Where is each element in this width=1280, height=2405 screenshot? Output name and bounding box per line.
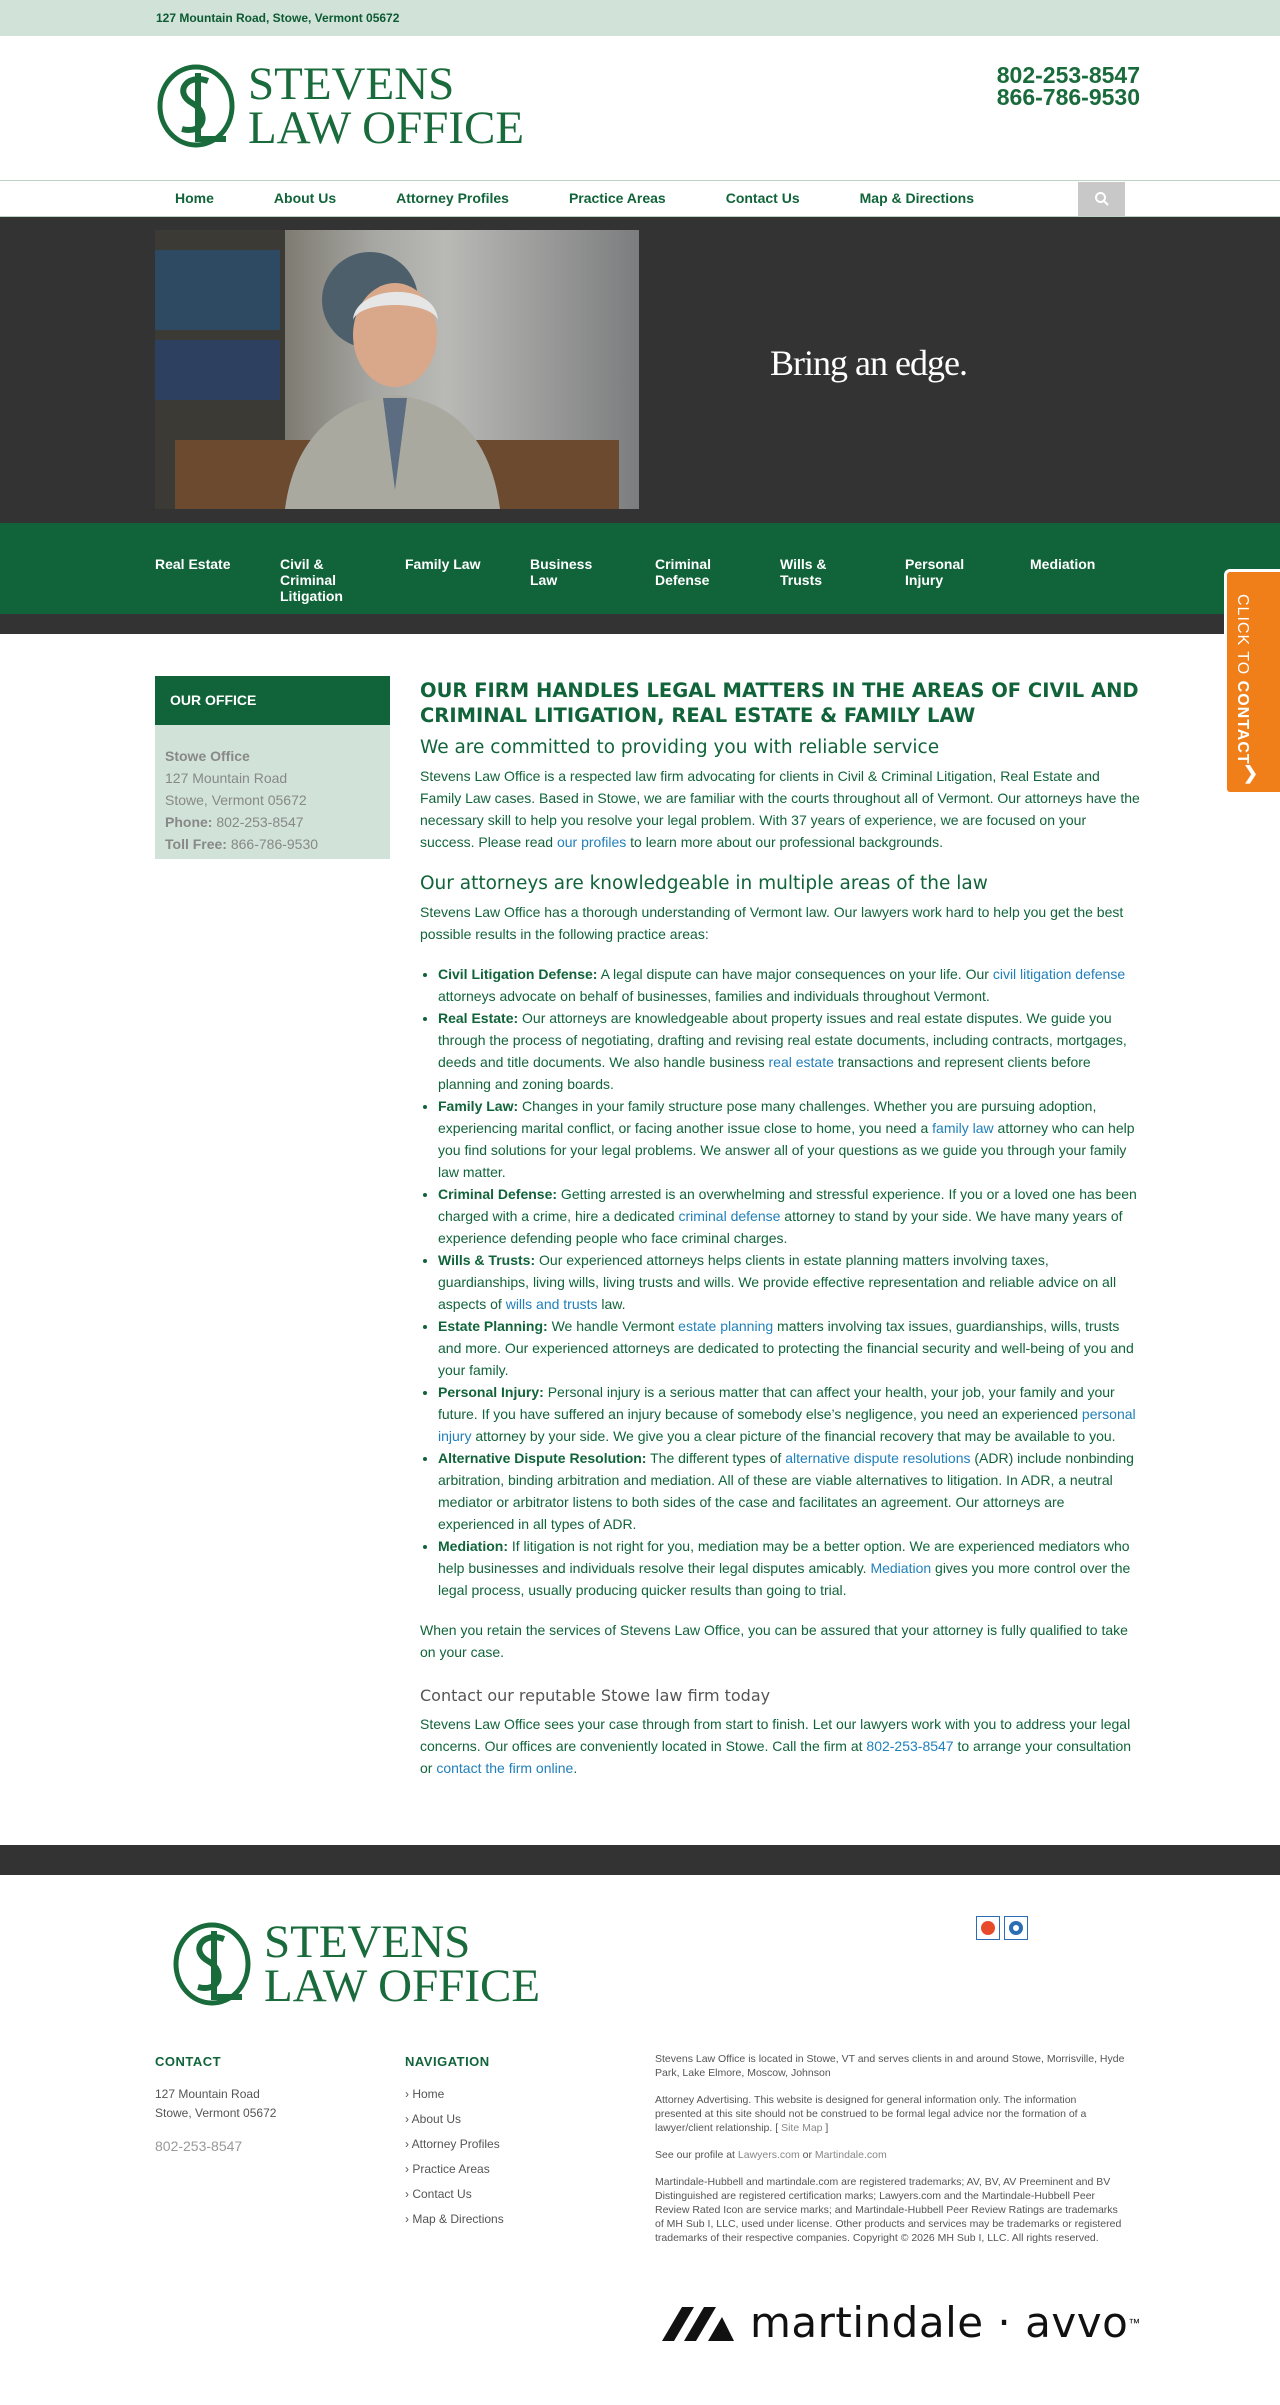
footer-logo-monogram-icon [172,1921,252,2007]
main-content [420,678,1140,1779]
wills-trusts-link[interactable]: wills and trusts [505,1296,598,1312]
chevron-right-icon: ❯ [1243,763,1259,783]
martindale-avvo-logo[interactable] [660,2298,1140,2347]
header-phones [997,64,1140,108]
personal-injury-link[interactable]: personal injury [438,1406,1136,1444]
footer-nav-contact[interactable]: › Contact Us [405,2187,472,2201]
click-to-contact-tab[interactable] [1224,569,1280,795]
assurance-paragraph: When you retain the services of Stevens Law Office, you can be assured that your attorney is fully qualified to take on your case. [420,1622,1128,1660]
office-tollfree-label: Toll Free: [165,836,227,852]
contact-online-link[interactable]: contact the firm online [436,1760,574,1776]
rating-badges [976,1916,1028,1940]
main-nav [0,180,1280,217]
family-law-link[interactable]: family law [932,1120,994,1136]
sidebar-body [155,725,390,859]
logo-line1: STEVENS [248,58,455,110]
header-phone-1[interactable]: 802-253-8547 [996,62,1140,88]
list-item: • Mediation: If litigation is not right for you, mediation may be a better option. We are experienced mediators who help businesses and individuals resolve their legal disputes amicably. Mediation gives you more control over the legal process, usually producing quicker results than going to trial. [438,1535,1140,1601]
practice-real-estate[interactable]: Real Estate [155,556,231,572]
site-header [0,36,1280,180]
practice-areas-bar [0,523,1280,634]
footer-logo-line1: STEVENS [264,1916,471,1968]
office-phone-label: Phone: [165,814,213,830]
profiles-link[interactable]: our profiles [556,834,627,850]
list-item: • Wills & Trusts: Our experienced attorneys helps clients in estate planning matters involving taxes, guardianships, living wills, living trusts and wills. We provide effective representation and reliable advice on all aspects of wills and trusts law. [438,1249,1140,1315]
office-tollfree[interactable]: 866-786-9530 [230,836,319,852]
legal-profile-links: See our profile at Lawyers.com or Martindale.com [655,2149,887,2161]
footer-logo-line2: LAW OFFICE [264,1960,541,2012]
footer-navigation [405,2052,504,2235]
logo-line2: LAW OFFICE [248,102,525,154]
logo-monogram-icon [156,63,236,149]
list-item: • Civil Litigation Defense: A legal dispute can have major consequences on your life. Our civil litigation defense attorneys advocate on behalf of businesses, families and individuals throughout Vermont. [438,963,1140,1007]
sidebar-title: OUR OFFICE [155,676,390,725]
practice-civil-criminal[interactable]: Civil & Criminal Litigation [280,556,343,604]
top-address: 127 Mountain Road, Stowe, Vermont 05672 [156,11,400,25]
hero-tagline: Bring an edge. [770,343,967,383]
list-item: • Estate Planning: We handle Vermont estate planning matters involving tax issues, guardianships, wills, trusts and more. Our experienced attorneys are dedicated to protecting the financial security and well-being of you and your family. [438,1315,1140,1381]
footer-legal [655,2052,1125,2258]
office-street: 127 Mountain Road [165,770,288,786]
legal-trademarks: Martindale-Hubbell and martindale.com are registered trademarks; AV, BV, AV Preeminent and BV Distinguished are registered certification marks; Lawyers.com and the Martindale-Hubbell Peer Review Rated Icon are service marks; and Martindale-Hubbell Peer Review Ratings are trademarks of MH Sub I, LLC, used under license. Other products and services may be trademarks or registered trademarks of their respective companies. Copyright © 2026 MH Sub I, LLC. All rights reserved. [655,2176,1122,2244]
legal-service-area: Stevens Law Office is located in Stowe, VT and serves clients in and around Stowe, Morrisville, Hyde Park, Lake Elmore, Moscow, Johnson [655,2053,1125,2079]
footer-nav-attorneys[interactable]: › Attorney Profiles [405,2137,500,2151]
practice-wills-trusts[interactable]: Wills & Trusts [780,556,827,588]
practice-intro: Stevens Law Office has a thorough understanding of Vermont law. Our lawyers work hard to help you get the best possible results in the following practice areas: [420,904,1124,942]
practice-family-law[interactable]: Family Law [405,556,481,572]
footer-nav-title: NAVIGATION [405,2054,490,2069]
attorney-photo [155,230,639,509]
lawyers-com-link[interactable]: Lawyers.com [737,2149,800,2161]
footer-nav-map[interactable]: › Map & Directions [405,2212,504,2226]
footer-contact-title: CONTACT [155,2054,222,2069]
estate-planning-link[interactable]: estate planning [678,1318,774,1334]
av-rating-badge-icon[interactable] [976,1916,1000,1940]
footer-nav-home[interactable]: › Home [405,2087,445,2101]
martindale-com-link[interactable]: Martindale.com [814,2149,887,2161]
footer-nav-about[interactable]: › About Us [405,2112,462,2126]
page-title: OUR FIRM HANDLES LEGAL MATTERS IN THE AREAS OF CIVIL AND CRIMINAL LITIGATION, REAL ESTATE & FAMILY LAW [420,679,1139,727]
section-heading-service: We are committed to providing you with reliable service [420,737,940,758]
contact-paragraph: Stevens Law Office sees your case through from start to finish. Let our lawyers work with you to address your legal concerns. Our offices are conveniently located in Stowe. Call the firm at 802-253-8547 to arrange your consultation or contact the firm online. [420,1716,1132,1776]
list-item: • Family Law: Changes in your family structure pose many challenges. Whether you are pursuing adoption, experiencing marital conflict, or facing another issue close to home, you need a family law attorney who can help you find solutions for your legal problems. We answer all of your questions as we guide you through your family law matter. [438,1095,1140,1183]
adr-link[interactable]: alternative dispute resolutions [785,1450,971,1466]
footer-street: 127 Mountain Road [155,2087,260,2101]
mediation-link[interactable]: Mediation [870,1560,932,1576]
footer-phone[interactable]: 802-253-8547 [155,2138,243,2154]
real-estate-link[interactable]: real estate [768,1054,834,1070]
footer-divider [0,1845,1280,1875]
office-name: Stowe Office [165,748,250,764]
footer-contact [155,2052,276,2156]
site-map-link[interactable]: Site Map [781,2122,823,2134]
criminal-defense-link[interactable]: criminal defense [678,1208,781,1224]
civil-litigation-link[interactable]: civil litigation defense [992,966,1126,982]
nav-item-about[interactable]: About Us [273,190,337,206]
footer-nav-practice[interactable]: › Practice Areas [405,2162,490,2176]
nav-item-home[interactable]: Home [175,190,214,206]
logo[interactable] [156,58,525,154]
martindale-avvo-mark-icon [660,2303,736,2343]
legal-disclaimer: Attorney Advertising. This website is designed for general information only. The information presented at this site should not be construed to be formal legal advice nor the formation of a lawyer/client relationship. [ Site Map ] [655,2094,1087,2134]
list-item: • Real Estate: Our attorneys are knowledgeable about property issues and real estate disputes. We guide you through the process of negotiating, drafting and revising real estate documents, including contracts, mortgages, deeds and title documents. We also handle business real estate transactions and represent clients before planning and zoning boards. [438,1007,1140,1095]
top-address-bar [0,0,1280,36]
practice-business-law[interactable]: Business Law [530,556,593,588]
nav-item-contact[interactable]: Contact Us [725,190,800,206]
office-sidebar [155,676,390,859]
list-item: • Criminal Defense: Getting arrested is an overwhelming and stressful experience. If you or a loved one has been charged with a crime, hire a dedicated criminal defense attorney to stand by your side. We have many years of experience defending people who face criminal charges. [438,1183,1140,1249]
header-phone-2[interactable]: 866-786-9530 [996,84,1140,110]
intro-paragraph: Stevens Law Office is a respected law firm advocating for clients in Civil & Criminal Litigation, Real Estate and Family Law cases. Based in Stowe, we are familiar with the courts throughout all of Vermont. Our attorneys have the necessary skill to help you resolve your legal problem. With 37 years of experience, we are focused on your success. Please read our profiles to learn more about our professional backgrounds. [420,768,1140,850]
office-phone[interactable]: 802-253-8547 [216,814,304,830]
search-button[interactable] [1078,182,1125,216]
practice-criminal-defense[interactable]: Criminal Defense [655,556,712,588]
section-heading-contact: Contact our reputable Stowe law firm today [420,1686,771,1705]
section-heading-knowledge: Our attorneys are knowledgeable in multiple areas of the law [420,873,988,894]
list-item: • Alternative Dispute Resolution: The different types of alternative dispute resolutions (ADR) include nonbinding arbitration, binding arbitration and mediation. All of these are viable alternatives to litigation. In ADR, a neutral mediator or arbitrator listens to both sides of the case and facilitates an agreement. Our attorneys are experienced in all types of ADR. [438,1447,1140,1535]
hero-banner [0,217,1280,523]
contact-phone-link[interactable]: 802-253-8547 [866,1738,954,1754]
practice-mediation[interactable]: Mediation [1030,556,1096,572]
search-icon [1094,191,1110,207]
peer-review-badge-icon[interactable] [1004,1916,1028,1940]
office-city: Stowe, Vermont 05672 [165,792,307,808]
footer-city: Stowe, Vermont 05672 [155,2106,277,2120]
nav-item-attorney-profiles[interactable]: Attorney Profiles [396,190,509,206]
nav-item-map[interactable]: Map & Directions [859,190,974,206]
practice-list [438,963,1140,1601]
list-item: • Personal Injury: Personal injury is a serious matter that can affect your health, your job, your family and your future. If you have suffered an injury because of somebody else’s negligence, you need an experienced personal injury attorney by your side. We give you a clear picture of the financial recovery that may be available to you. [438,1381,1140,1447]
footer-logo[interactable] [172,1916,541,2012]
nav-item-practice-areas[interactable]: Practice Areas [568,190,666,206]
contact-tab-label: CLICK TO CONTACT [1234,594,1251,765]
martindale-avvo-text: martindale · avvo [750,2298,1129,2347]
trademark-symbol: ™ [1128,2315,1141,2330]
practice-personal-injury[interactable]: Personal Injury [905,556,965,588]
